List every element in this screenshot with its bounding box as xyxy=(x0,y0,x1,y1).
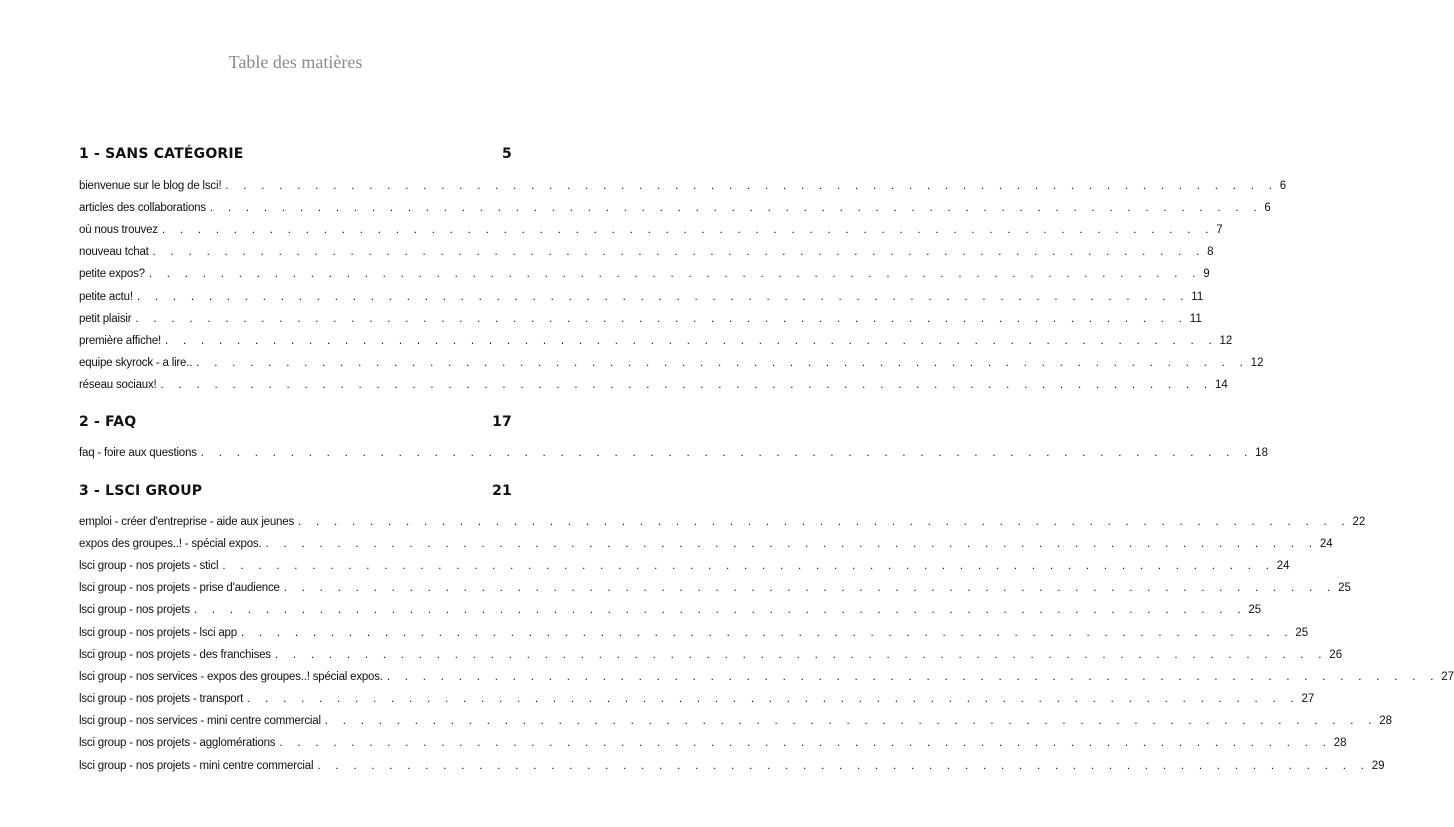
entry-page: 24 xyxy=(1276,560,1290,572)
entry-page: 25 xyxy=(1338,582,1351,594)
entry-label: petite actu! xyxy=(79,291,133,303)
section-title: 1 - SANS CATÉGORIE xyxy=(79,146,244,162)
toc-entry[interactable] xyxy=(79,355,1264,371)
entry-label: faq - foire aux questions xyxy=(79,447,197,459)
toc-entry[interactable] xyxy=(79,536,1333,552)
dot-leader: . . . . . . . . . . . . . . . . . . . . . . . . . . . . . . . . . . . . . . . . . . . . . . . . . . . . . . . . . . . xyxy=(240,627,1294,639)
dot-leader: . . . . . . . . . . . . . . . . . . . . . . . . . . . . . . . . . . . . . . . . . . . . . . . . . . . . . . . . . . . xyxy=(298,516,1351,528)
section-title: 3 - LSCI GROUP xyxy=(79,483,203,499)
section-title: 2 - FAQ xyxy=(79,414,137,430)
dot-leader: . . . . . . . . . . . . . . . . . . . . . . . . . . . . . . . . . . . . . . . . . . . . . . . . . . . . . . . . . . . xyxy=(148,268,1202,280)
entry-page: 25 xyxy=(1295,627,1309,639)
toc-entry[interactable] xyxy=(79,311,1202,327)
entry-label: petite expos? xyxy=(79,268,145,280)
toc-entry[interactable] xyxy=(79,244,1214,260)
toc-entry[interactable] xyxy=(79,222,1223,238)
entry-label: lsci group - nos projets - sticl xyxy=(79,560,219,572)
dot-leader: . . . . . . . . . . . . . . . . . . . . . . . . . . . . . . . . . . . . . . . . . . . . . . . . . . . . . . . . . . . xyxy=(324,715,1378,727)
dot-leader: . . . . . . . . . . . . . . . . . . . . . . . . . . . . . . . . . . . . . . . . . . . . . . . . . . . . . . . . . . . xyxy=(222,560,1275,572)
entry-label: lsci group - nos projets - prise d'audience xyxy=(79,582,280,594)
entry-page: 28 xyxy=(1379,715,1393,727)
section-page: 5 xyxy=(502,146,512,162)
toc-entry[interactable] xyxy=(79,758,1385,774)
entry-page: 7 xyxy=(1216,224,1223,236)
dot-leader: . . . . . . . . . . . . . . . . . . . . . . . . . . . . . . . . . . . . . . . . . . . . . . . . . . . . . . . . . . . xyxy=(386,671,1440,683)
entry-label: lsci group - nos projets - des franchises xyxy=(79,649,271,661)
toc-entry[interactable] xyxy=(79,200,1271,216)
entry-page: 9 xyxy=(1203,268,1210,280)
entry-label: lsci group - nos projets xyxy=(79,604,190,616)
entry-page: 18 xyxy=(1255,447,1268,459)
entry-page: 22 xyxy=(1352,516,1366,528)
entry-label: lsci group - nos services - expos des groupes..! spécial expos. xyxy=(79,671,383,683)
entry-page: 6 xyxy=(1279,180,1287,192)
dot-leader: . . . . . . . . . . . . . . . . . . . . . . . . . . . . . . . . . . . . . . . . . . . . . . . . . . . . . . . . . . . xyxy=(196,357,1249,369)
section-heading[interactable] xyxy=(79,146,512,166)
entry-label: où nous trouvez xyxy=(79,224,158,236)
entry-page: 29 xyxy=(1371,760,1385,772)
entry-label: petit plaisir xyxy=(79,313,132,325)
toc-entry[interactable] xyxy=(79,713,1393,729)
toc-entry[interactable] xyxy=(79,377,1228,393)
dot-leader: . . . . . . . . . . . . . . . . . . . . . . . . . . . . . . . . . . . . . . . . . . . . . . . . . . . . . . . . . . . xyxy=(317,760,1370,772)
entry-page: 24 xyxy=(1319,538,1333,550)
toc-entry[interactable] xyxy=(79,669,1454,685)
dot-leader: . . . . . . . . . . . . . . . . . . . . . . . . . . . . . . . . . . . . . . . . . . . . . . . . . . . . . . . . . . . xyxy=(247,693,1300,705)
section-heading[interactable] xyxy=(79,414,512,434)
dot-leader: . . . . . . . . . . . . . . . . . . . . . . . . . . . . . . . . . . . . . . . . . . . . . . . . . . . . . . . . . . . xyxy=(165,335,1218,347)
dot-leader: . . . . . . . . . . . . . . . . . . . . . . . . . . . . . . . . . . . . . . . . . . . . . . . . . . . . . . . . . . . xyxy=(265,538,1318,550)
toc-entry[interactable] xyxy=(79,289,1204,305)
dot-leader: . . . . . . . . . . . . . . . . . . . . . . . . . . . . . . . . . . . . . . . . . . . . . . . . . . . . . . . . . . . xyxy=(200,447,1254,459)
entry-page: 28 xyxy=(1333,737,1347,749)
entry-label: lsci group - nos projets - mini centre commercial xyxy=(79,760,314,772)
entry-page: 11 xyxy=(1191,291,1204,303)
toc-entry[interactable] xyxy=(79,602,1262,618)
entry-page: 14 xyxy=(1214,379,1228,391)
entry-label: articles des collaborations xyxy=(79,202,206,214)
entry-page: 11 xyxy=(1189,313,1202,325)
entry-page: 25 xyxy=(1248,604,1262,616)
dot-leader: . . . . . . . . . . . . . . . . . . . . . . . . . . . . . . . . . . . . . . . . . . . . . . . . . . . . . . . . . . . xyxy=(136,291,1190,303)
dot-leader: . . . . . . . . . . . . . . . . . . . . . . . . . . . . . . . . . . . . . . . . . . . . . . . . . . . . . . . . . . . xyxy=(209,202,1263,214)
dot-leader: . . . . . . . . . . . . . . . . . . . . . . . . . . . . . . . . . . . . . . . . . . . . . . . . . . . . . . . . . . . xyxy=(152,246,1206,258)
entry-label: bienvenue sur le blog de lsci! xyxy=(79,180,222,192)
dot-leader: . . . . . . . . . . . . . . . . . . . . . . . . . . . . . . . . . . . . . . . . . . . . . . . . . . . . . . . . . . . xyxy=(161,224,1215,236)
dot-leader: . . . . . . . . . . . . . . . . . . . . . . . . . . . . . . . . . . . . . . . . . . . . . . . . . . . . . . . . . . . xyxy=(283,582,1337,594)
toc-entry[interactable] xyxy=(79,445,1268,461)
entry-label: nouveau tchat xyxy=(79,246,149,258)
toc-entry[interactable] xyxy=(79,647,1343,663)
dot-leader: . . . . . . . . . . . . . . . . . . . . . . . . . . . . . . . . . . . . . . . . . . . . . . . . . . . . . . . . . . . xyxy=(193,604,1247,616)
toc-entry[interactable] xyxy=(79,333,1233,349)
toc-entry[interactable] xyxy=(79,625,1309,641)
toc-entry[interactable] xyxy=(79,178,1287,194)
page-title: Table des matières xyxy=(228,52,363,72)
entry-label: lsci group - nos projets - agglomérations xyxy=(79,737,276,749)
entry-label: réseau sociaux! xyxy=(79,379,157,391)
entry-page: 12 xyxy=(1219,335,1233,347)
toc-entry[interactable] xyxy=(79,580,1351,596)
entry-label: expos des groupes..! - spécial expos. xyxy=(79,538,262,550)
toc-entry[interactable] xyxy=(79,735,1347,751)
section-page: 21 xyxy=(492,483,512,499)
toc-entry[interactable] xyxy=(79,691,1315,707)
dot-leader: . . . . . . . . . . . . . . . . . . . . . . . . . . . . . . . . . . . . . . . . . . . . . . . . . . . . . . . . . . . xyxy=(160,379,1213,391)
entry-label: première affiche! xyxy=(79,335,162,347)
toc-entry[interactable] xyxy=(79,558,1290,574)
toc-entry[interactable] xyxy=(79,514,1366,530)
entry-page: 6 xyxy=(1264,202,1271,214)
entry-page: 27 xyxy=(1301,693,1315,705)
entry-page: 27 xyxy=(1441,671,1454,683)
entry-label: lsci group - nos projets - transport xyxy=(79,693,244,705)
entry-label: lsci group - nos services - mini centre commercial xyxy=(79,715,321,727)
entry-label: lsci group - nos projets - lsci app xyxy=(79,627,237,639)
dot-leader: . . . . . . . . . . . . . . . . . . . . . . . . . . . . . . . . . . . . . . . . . . . . . . . . . . . . . . . . . . . xyxy=(279,737,1332,749)
entry-label: emploi - créer d'entreprise - aide aux jeunes xyxy=(79,516,295,528)
entry-page: 8 xyxy=(1207,246,1214,258)
section-heading[interactable] xyxy=(79,483,512,503)
dot-leader: . . . . . . . . . . . . . . . . . . . . . . . . . . . . . . . . . . . . . . . . . . . . . . . . . . . . . . . . . . . xyxy=(135,313,1188,325)
entry-page: 12 xyxy=(1250,357,1264,369)
section-page: 17 xyxy=(492,414,512,430)
dot-leader: . . . . . . . . . . . . . . . . . . . . . . . . . . . . . . . . . . . . . . . . . . . . . . . . . . . . . . . . . . . xyxy=(274,649,1328,661)
entry-label: equipe skyrock - a lire.. xyxy=(79,357,193,369)
entry-page: 26 xyxy=(1329,649,1343,661)
dot-leader: . . . . . . . . . . . . . . . . . . . . . . . . . . . . . . . . . . . . . . . . . . . . . . . . . . . . . . . . . . . xyxy=(225,180,1278,192)
toc-entry[interactable] xyxy=(79,266,1210,282)
